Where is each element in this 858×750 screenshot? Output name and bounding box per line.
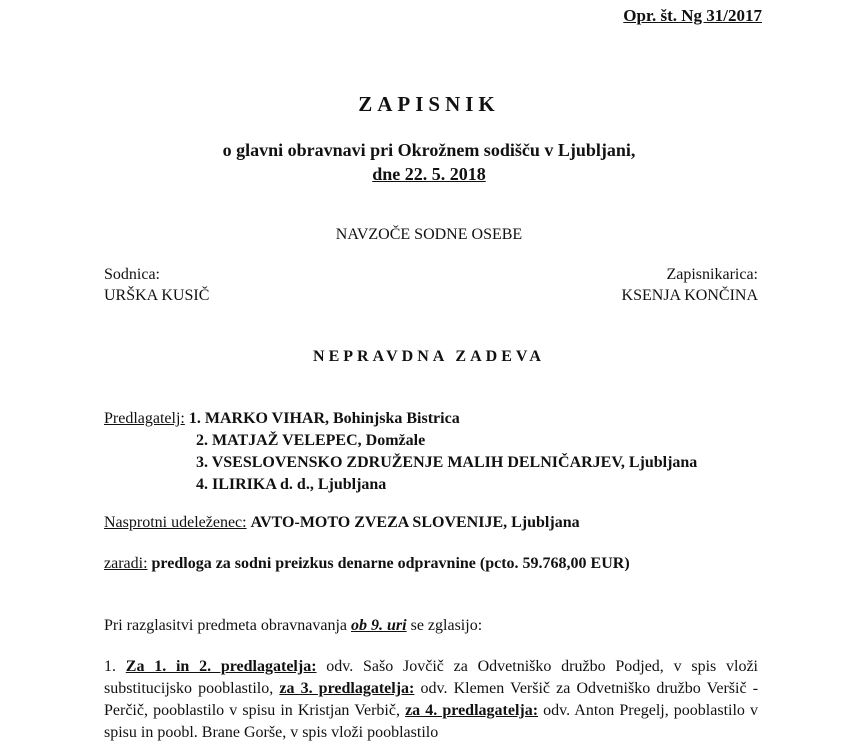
subject-label: zaradi: bbox=[104, 555, 148, 572]
opposing-value: AVTO-MOTO ZVEZA SLOVENIJE, Ljubljana bbox=[250, 514, 580, 531]
judge-name: URŠKA KUSIČ bbox=[104, 287, 210, 304]
case-subject bbox=[104, 555, 630, 573]
petitioner-item: 2. MATJAŽ VELEPEC, Domžale bbox=[196, 432, 426, 449]
opposing-party bbox=[104, 514, 580, 532]
appearance-p3-label: za 3. predlagatelja: bbox=[279, 680, 415, 697]
subject-value: predloga za sodni preizkus denarne odpravnine (pcto. 59.768,00 EUR) bbox=[151, 555, 630, 572]
hearing-date: dne 22. 5. 2018 bbox=[372, 164, 486, 184]
appearance-number: 1. bbox=[104, 658, 116, 675]
present-heading: NAVZOČE SODNE OSEBE bbox=[335, 226, 523, 243]
opposing-label: Nasprotni udeleženec: bbox=[104, 514, 247, 531]
announcement bbox=[104, 617, 482, 635]
announcement-time: ob 9. uri bbox=[351, 617, 407, 634]
appearance-p4-text: odv. Anton Pregelj, pooblastilo v spisu in poobl. Brane Gorše, v spis vloži pooblastilo bbox=[104, 702, 759, 741]
petitioner-item: 4. ILIRIKA d. d., Ljubljana bbox=[196, 476, 387, 493]
case-number: Opr. št. Ng 31/2017 bbox=[623, 6, 762, 25]
petitioner-item: 1. MARKO VIHAR, Bohinjska Bistrica bbox=[188, 410, 460, 427]
appearance-p1-label: Za 1. in 2. predlagatelja: bbox=[125, 658, 317, 675]
appearance-p3-text: odv. Klemen Veršič za Odvetniško družbo Veršič - Perčič, pooblastilo v spisu in Kristjan Verbič, bbox=[104, 680, 759, 719]
appearance-p1-text: odv. Sašo Jovčič za Odvetniško družbo Podjed, v spis vloži substitucijsko pooblastilo, bbox=[104, 658, 758, 697]
appearance-p4-label: za 4. predlagatelja: bbox=[405, 702, 539, 719]
clerk-label: Zapisnikarica: bbox=[666, 266, 758, 283]
case-type: NEPRAVDNA ZADEVA bbox=[313, 348, 545, 365]
petitioner-item: 3. VSESLOVENSKO ZDRUŽENJE MALIH DELNIČARJEV, Ljubljana bbox=[196, 454, 698, 471]
clerk-name: KSENJA KONČINA bbox=[621, 287, 758, 304]
appearance-paragraph bbox=[104, 656, 758, 744]
announcement-after: se zglasijo: bbox=[410, 617, 483, 634]
judge-label: Sodnica: bbox=[104, 266, 160, 283]
petitioner-row-1 bbox=[104, 410, 460, 428]
petitioners-label: Predlagatelj: bbox=[104, 410, 185, 427]
announcement-before: Pri razglasitvi predmeta obravnavanja bbox=[104, 617, 348, 634]
document-title: ZAPISNIK bbox=[358, 92, 500, 116]
document-subtitle: o glavni obravnavi pri Okrožnem sodišču v Ljubljani, bbox=[222, 140, 636, 160]
